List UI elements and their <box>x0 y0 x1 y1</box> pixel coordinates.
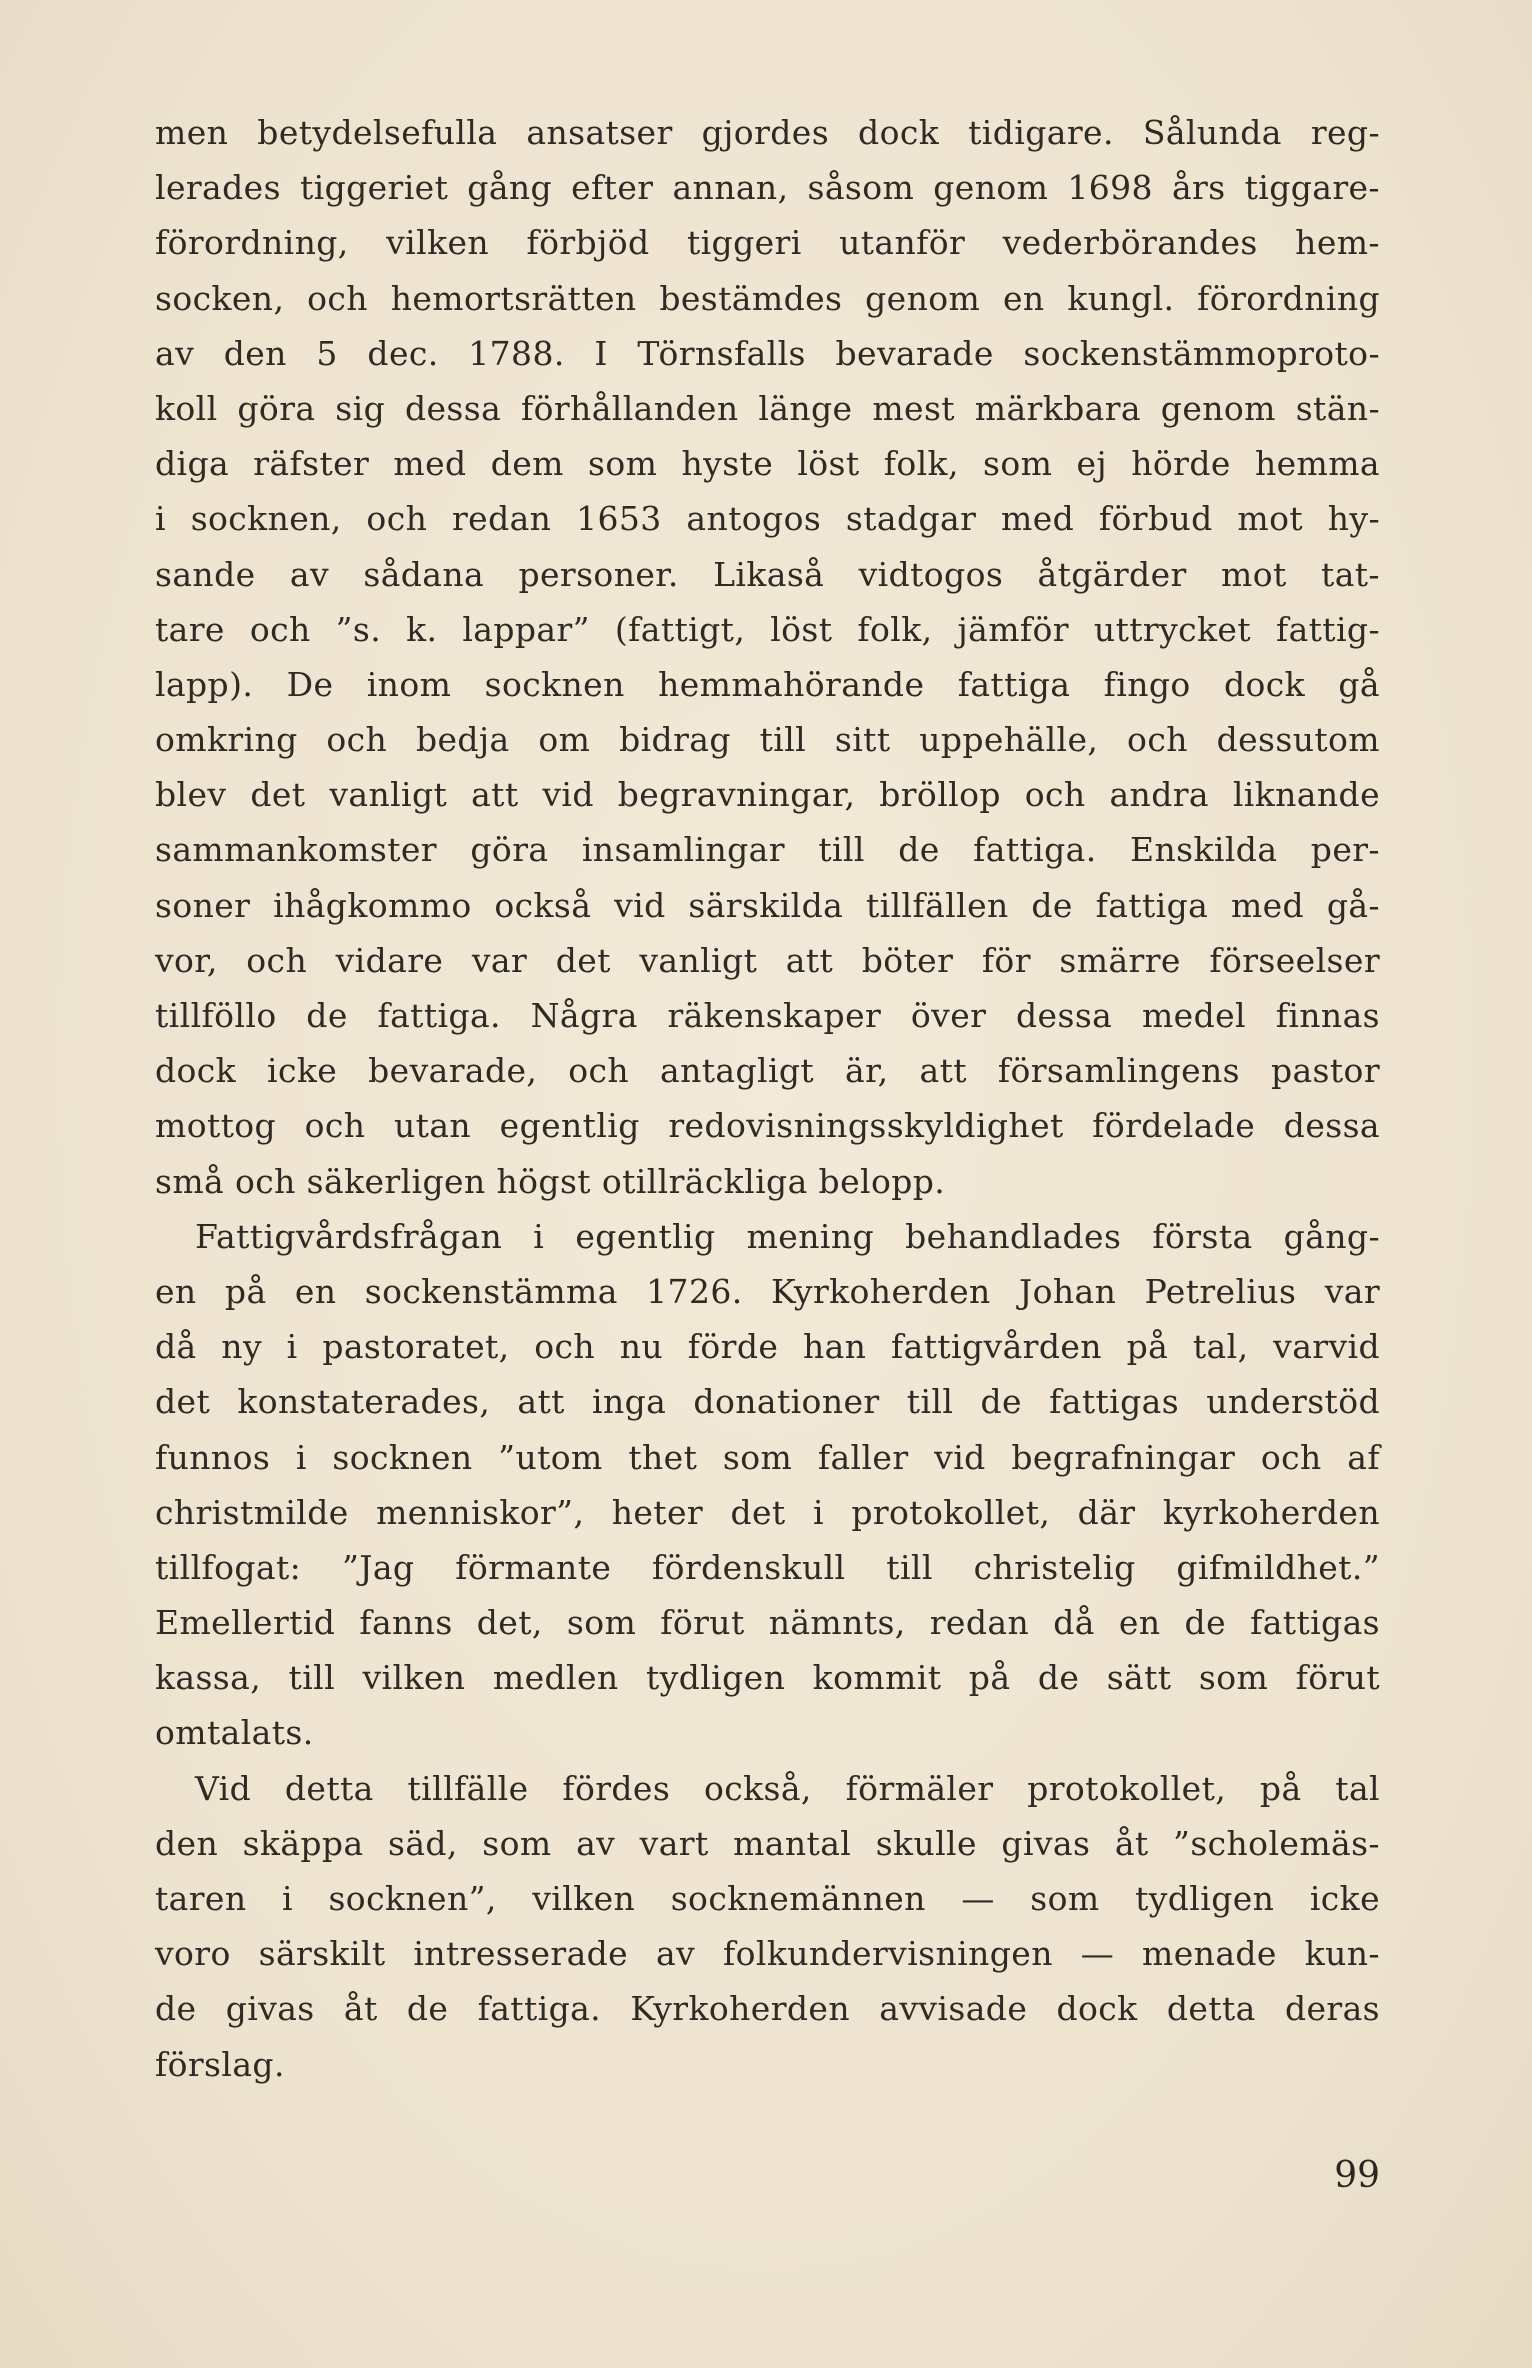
text-line: tillföllo de fattiga. Några räkenskaper över dessa medel finnas <box>155 996 1380 1035</box>
text-line: tillfogat: ”Jag förmante fördenskull till christelig gifmildhet.” <box>155 1547 1380 1587</box>
text-line: christmilde menniskor”, heter det i protokollet, där kyrkoherden <box>155 1492 1380 1532</box>
text-line: det konstaterades, att inga donationer till de fattigas understöd <box>155 1382 1380 1422</box>
text-line: av den 5 dec. 1788. I Törnsfalls bevarade sockenstämmoproto- <box>155 333 1380 373</box>
text-line: koll göra sig dessa förhållanden länge mest märkbara genom stän- <box>155 388 1380 428</box>
text-line: taren i socknen”, vilken socknemännen — som tydligen icke <box>155 1879 1380 1918</box>
text-line: de givas åt de fattiga. Kyrkoherden avvisade dock detta deras <box>155 1989 1380 2029</box>
page-number: 99 <box>1334 2155 1380 2196</box>
text-line: lapp). De inom socknen hemmahörande fattiga fingo dock gå <box>155 664 1380 704</box>
text-line: soner ihågkommo också vid särskilda tillfällen de fattiga med gå- <box>155 885 1380 925</box>
text-line: förslag. <box>155 2044 285 2084</box>
paragraph-3 <box>155 1761 1380 2092</box>
text-line: dock icke bevarade, och antagligt är, att församlingens pastor <box>155 1051 1380 1091</box>
text-line: lerades tiggeriet gång efter annan, såsom genom 1698 års tiggare- <box>155 168 1380 208</box>
text-line: förordning, vilken förbjöd tiggeri utanför vederbörandes hem- <box>155 223 1380 263</box>
text-line: en på en sockenstämma 1726. Kyrkoherden Johan Petrelius var <box>155 1271 1380 1311</box>
text-line: Fattigvårdsfrågan i egentlig mening behandlades första gång- <box>195 1216 1380 1256</box>
text-line: sande av sådana personer. Likaså vidtogos åtgärder mot tat- <box>155 554 1380 594</box>
text-line: voro särskilt intresserade av folkundervisningen — menade kun- <box>155 1934 1380 1974</box>
text-line: kassa, till vilken medlen tydligen kommit på de sätt som förut <box>155 1658 1380 1698</box>
text-line: Vid detta tillfälle fördes också, förmäler protokollet, på tal <box>195 1768 1380 1808</box>
text-line: sammankomster göra insamlingar till de fattiga. Enskilda per- <box>155 830 1380 870</box>
text-line: den skäppa säd, som av vart mantal skulle givas åt ”scholemäs- <box>155 1823 1380 1863</box>
text-line: mottog och utan egentlig redovisningsskyldighet fördelade dessa <box>155 1106 1380 1146</box>
body-text <box>155 105 1380 2092</box>
text-line: socken, och hemortsrätten bestämdes genom en kungl. förordning <box>155 278 1380 318</box>
text-line: små och säkerligen högst otillräckliga belopp. <box>155 1161 946 1201</box>
text-line: diga räfster med dem som hyste löst folk, som ej hörde hemma <box>155 444 1380 484</box>
text-line: i socknen, och redan 1653 antogos stadgar med förbud mot hy- <box>155 499 1380 539</box>
paragraph-1 <box>155 105 1380 1209</box>
text-line: då ny i pastoratet, och nu förde han fattigvården på tal, varvid <box>155 1327 1380 1367</box>
text-line: funnos i socknen ”utom thet som faller vid begrafningar och af <box>155 1437 1380 1477</box>
text-line: men betydelsefulla ansatser gjordes dock tidigare. Sålunda reg- <box>155 113 1380 152</box>
paragraph-2 <box>155 1209 1380 1761</box>
text-line: omkring och bedja om bidrag till sitt uppehälle, och dessutom <box>155 720 1380 760</box>
text-line: vor, och vidare var det vanligt att böter för smärre förseelser <box>155 940 1380 980</box>
text-line: tare och ”s. k. lappar” (fattigt, löst folk, jämför uttrycket fattig- <box>155 609 1380 649</box>
text-line: omtalats. <box>155 1713 314 1753</box>
text-line: blev det vanligt att vid begravningar, bröllop och andra liknande <box>155 775 1380 815</box>
text-line: Emellertid fanns det, som förut nämnts, redan då en de fattigas <box>155 1603 1380 1643</box>
